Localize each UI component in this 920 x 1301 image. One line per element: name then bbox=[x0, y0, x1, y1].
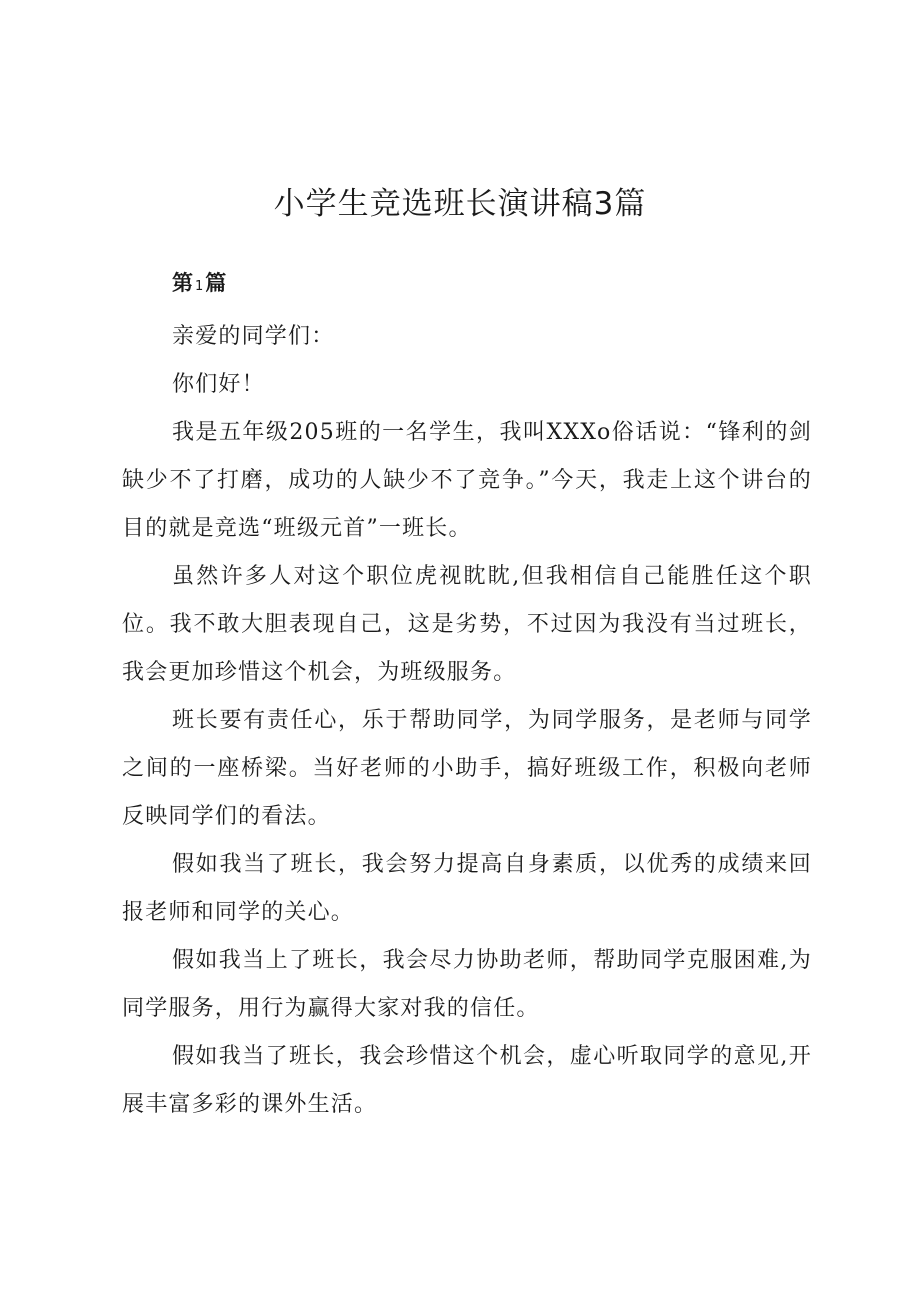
section-heading-suffix: 篇 bbox=[205, 271, 227, 295]
document-body bbox=[122, 265, 812, 1129]
paragraph-promise-1: 假如我当了班长，我会努力提高自身素质，以优秀的成绩来回报老师和同学的关心。 bbox=[122, 852, 812, 925]
paragraph-salutation: 亲爱的同学们： bbox=[172, 324, 335, 349]
document-title: 小学生竞选班长演讲稿3篇 bbox=[273, 185, 647, 222]
paragraph-greeting: 你们好！ bbox=[172, 372, 265, 397]
paragraph-responsibility: 班长要有责任心，乐于帮助同学，为同学服务，是老师与同学之间的一座桥梁。当好老师的小助手，搞好班级工作，积极向老师反映同学们的看法。 bbox=[122, 708, 812, 829]
paragraph-introduction: 我是五年级205班的一名学生，我叫XXXo俗话说：“锋利的剑缺少不了打磨，成功的人缺少不了竞争。”今天，我走上这个讲台的目的就是竞选“班级元首”一班长。 bbox=[122, 420, 812, 541]
section-heading bbox=[122, 265, 812, 301]
section-heading-prefix: 第 bbox=[172, 271, 193, 295]
paragraph-confidence: 虽然许多人对这个职位虎视眈眈,但我相信自己能胜任这个职位。我不敢大胆表现自己，这是劣势，不过因为我没有当过班长，我会更加珍惜这个机会，为班级服务。 bbox=[122, 564, 812, 685]
paragraph-promise-3: 假如我当了班长，我会珍惜这个机会，虚心听取同学的意见,开展丰富多彩的课外生活。 bbox=[122, 1044, 812, 1117]
paragraph-promise-2: 假如我当上了班长，我会尽力协助老师，帮助同学克服困难,为同学服务，用行为赢得大家对我的信任。 bbox=[122, 948, 812, 1021]
section-heading-number: 1 bbox=[195, 279, 204, 294]
